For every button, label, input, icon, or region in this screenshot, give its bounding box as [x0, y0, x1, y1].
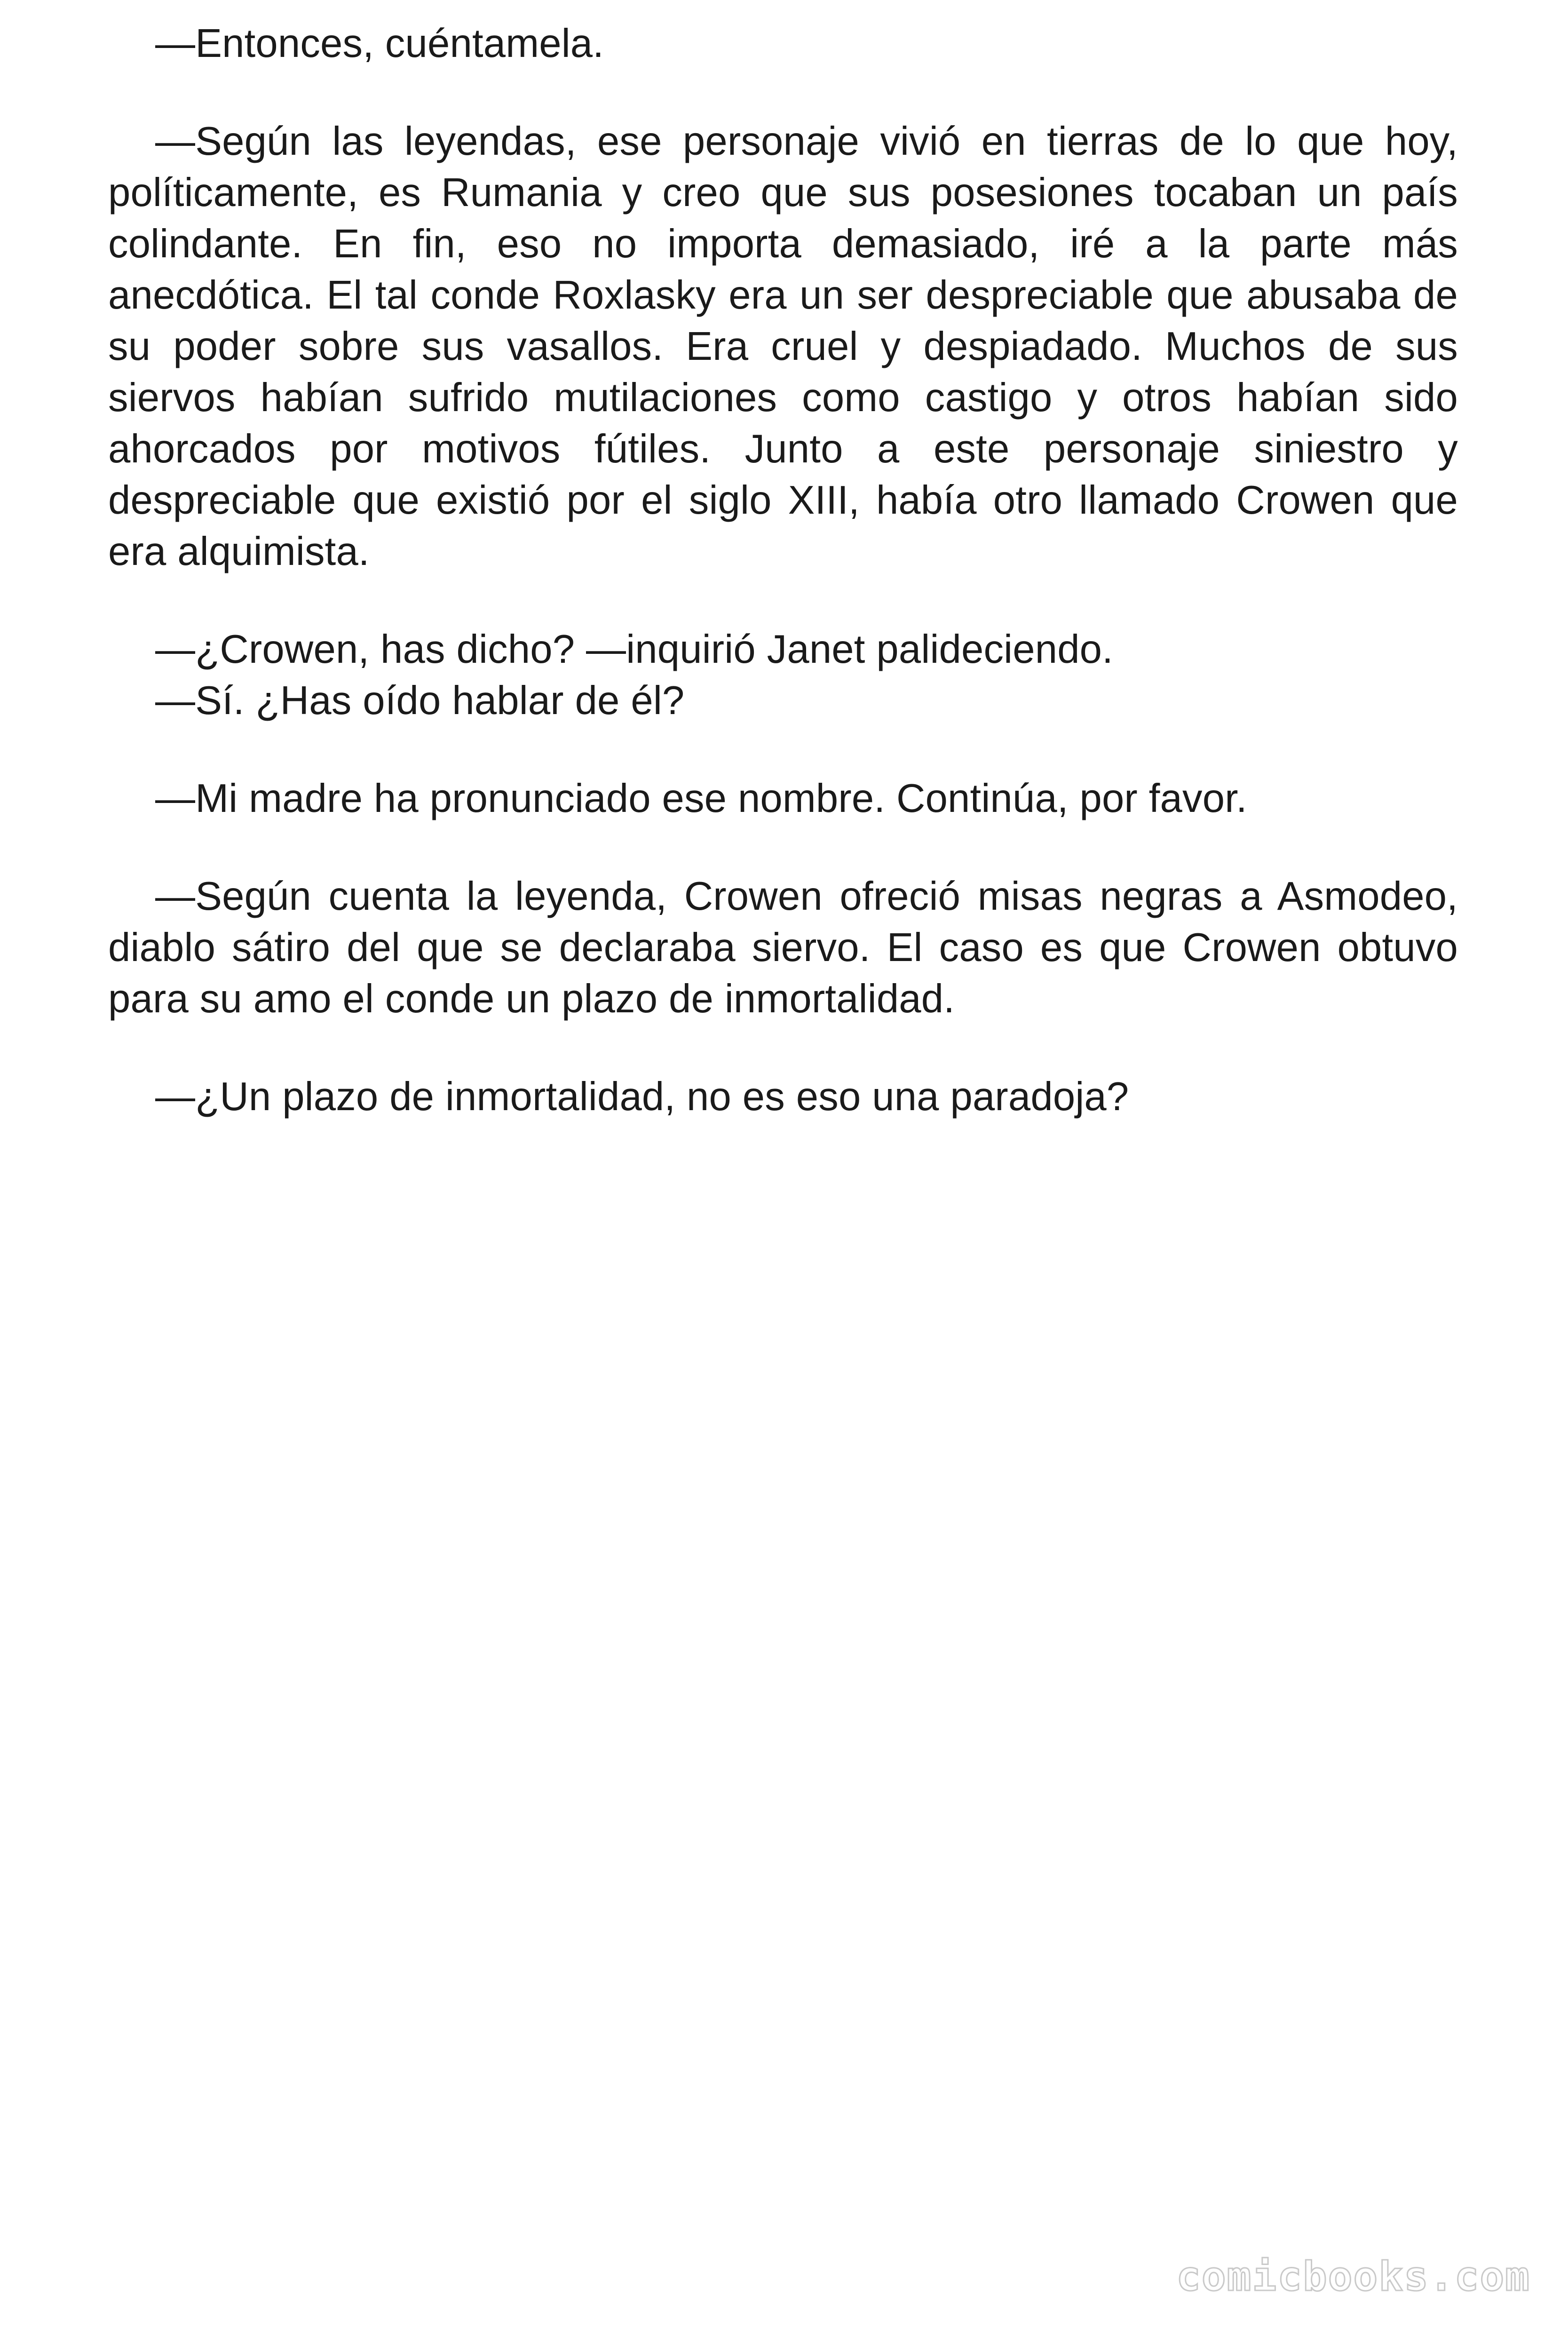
- paragraph-4: —Sí. ¿Has oído hablar de él?: [155, 678, 685, 723]
- paragraph-7: —¿Un plazo de inmortalidad, no es eso una paradoja?: [155, 1074, 1129, 1119]
- paragraph-1: —Entonces, cuéntamela.: [155, 21, 604, 66]
- document-page: [108, 18, 1458, 1122]
- watermark: comicbooks.com: [1176, 2253, 1530, 2300]
- paragraph-2: —Según las leyendas, ese personaje vivió en tierras de lo que hoy, políticamente, es Rumania y creo que sus posesiones tocaban un país colindante. En fin, eso no importa demasiado, iré a la parte más anecdótica. El tal conde Roxlasky era un ser despreciable que abusaba de su poder sobre sus vasallos. Era cruel y despiadado. Muchos de sus siervos habían sufrido mutilaciones como castigo y otros habían sido ahorcados por motivos fútiles. Junto a este personaje siniestro y despreciable que existió por el siglo XIII, había otro llamado Crowen que era alquimista.: [108, 119, 1458, 574]
- paragraph-5: —Mi madre ha pronunciado ese nombre. Continúa, por favor.: [155, 776, 1247, 821]
- paragraph-3: —¿Crowen, has dicho? —inquirió Janet palideciendo.: [155, 627, 1113, 672]
- paragraph-6: —Según cuenta la leyenda, Crowen ofreció misas negras a Asmodeo, diablo sátiro del que se declaraba siervo. El caso es que Crowen obtuvo para su amo el conde un plazo de inmortalidad.: [108, 874, 1458, 1021]
